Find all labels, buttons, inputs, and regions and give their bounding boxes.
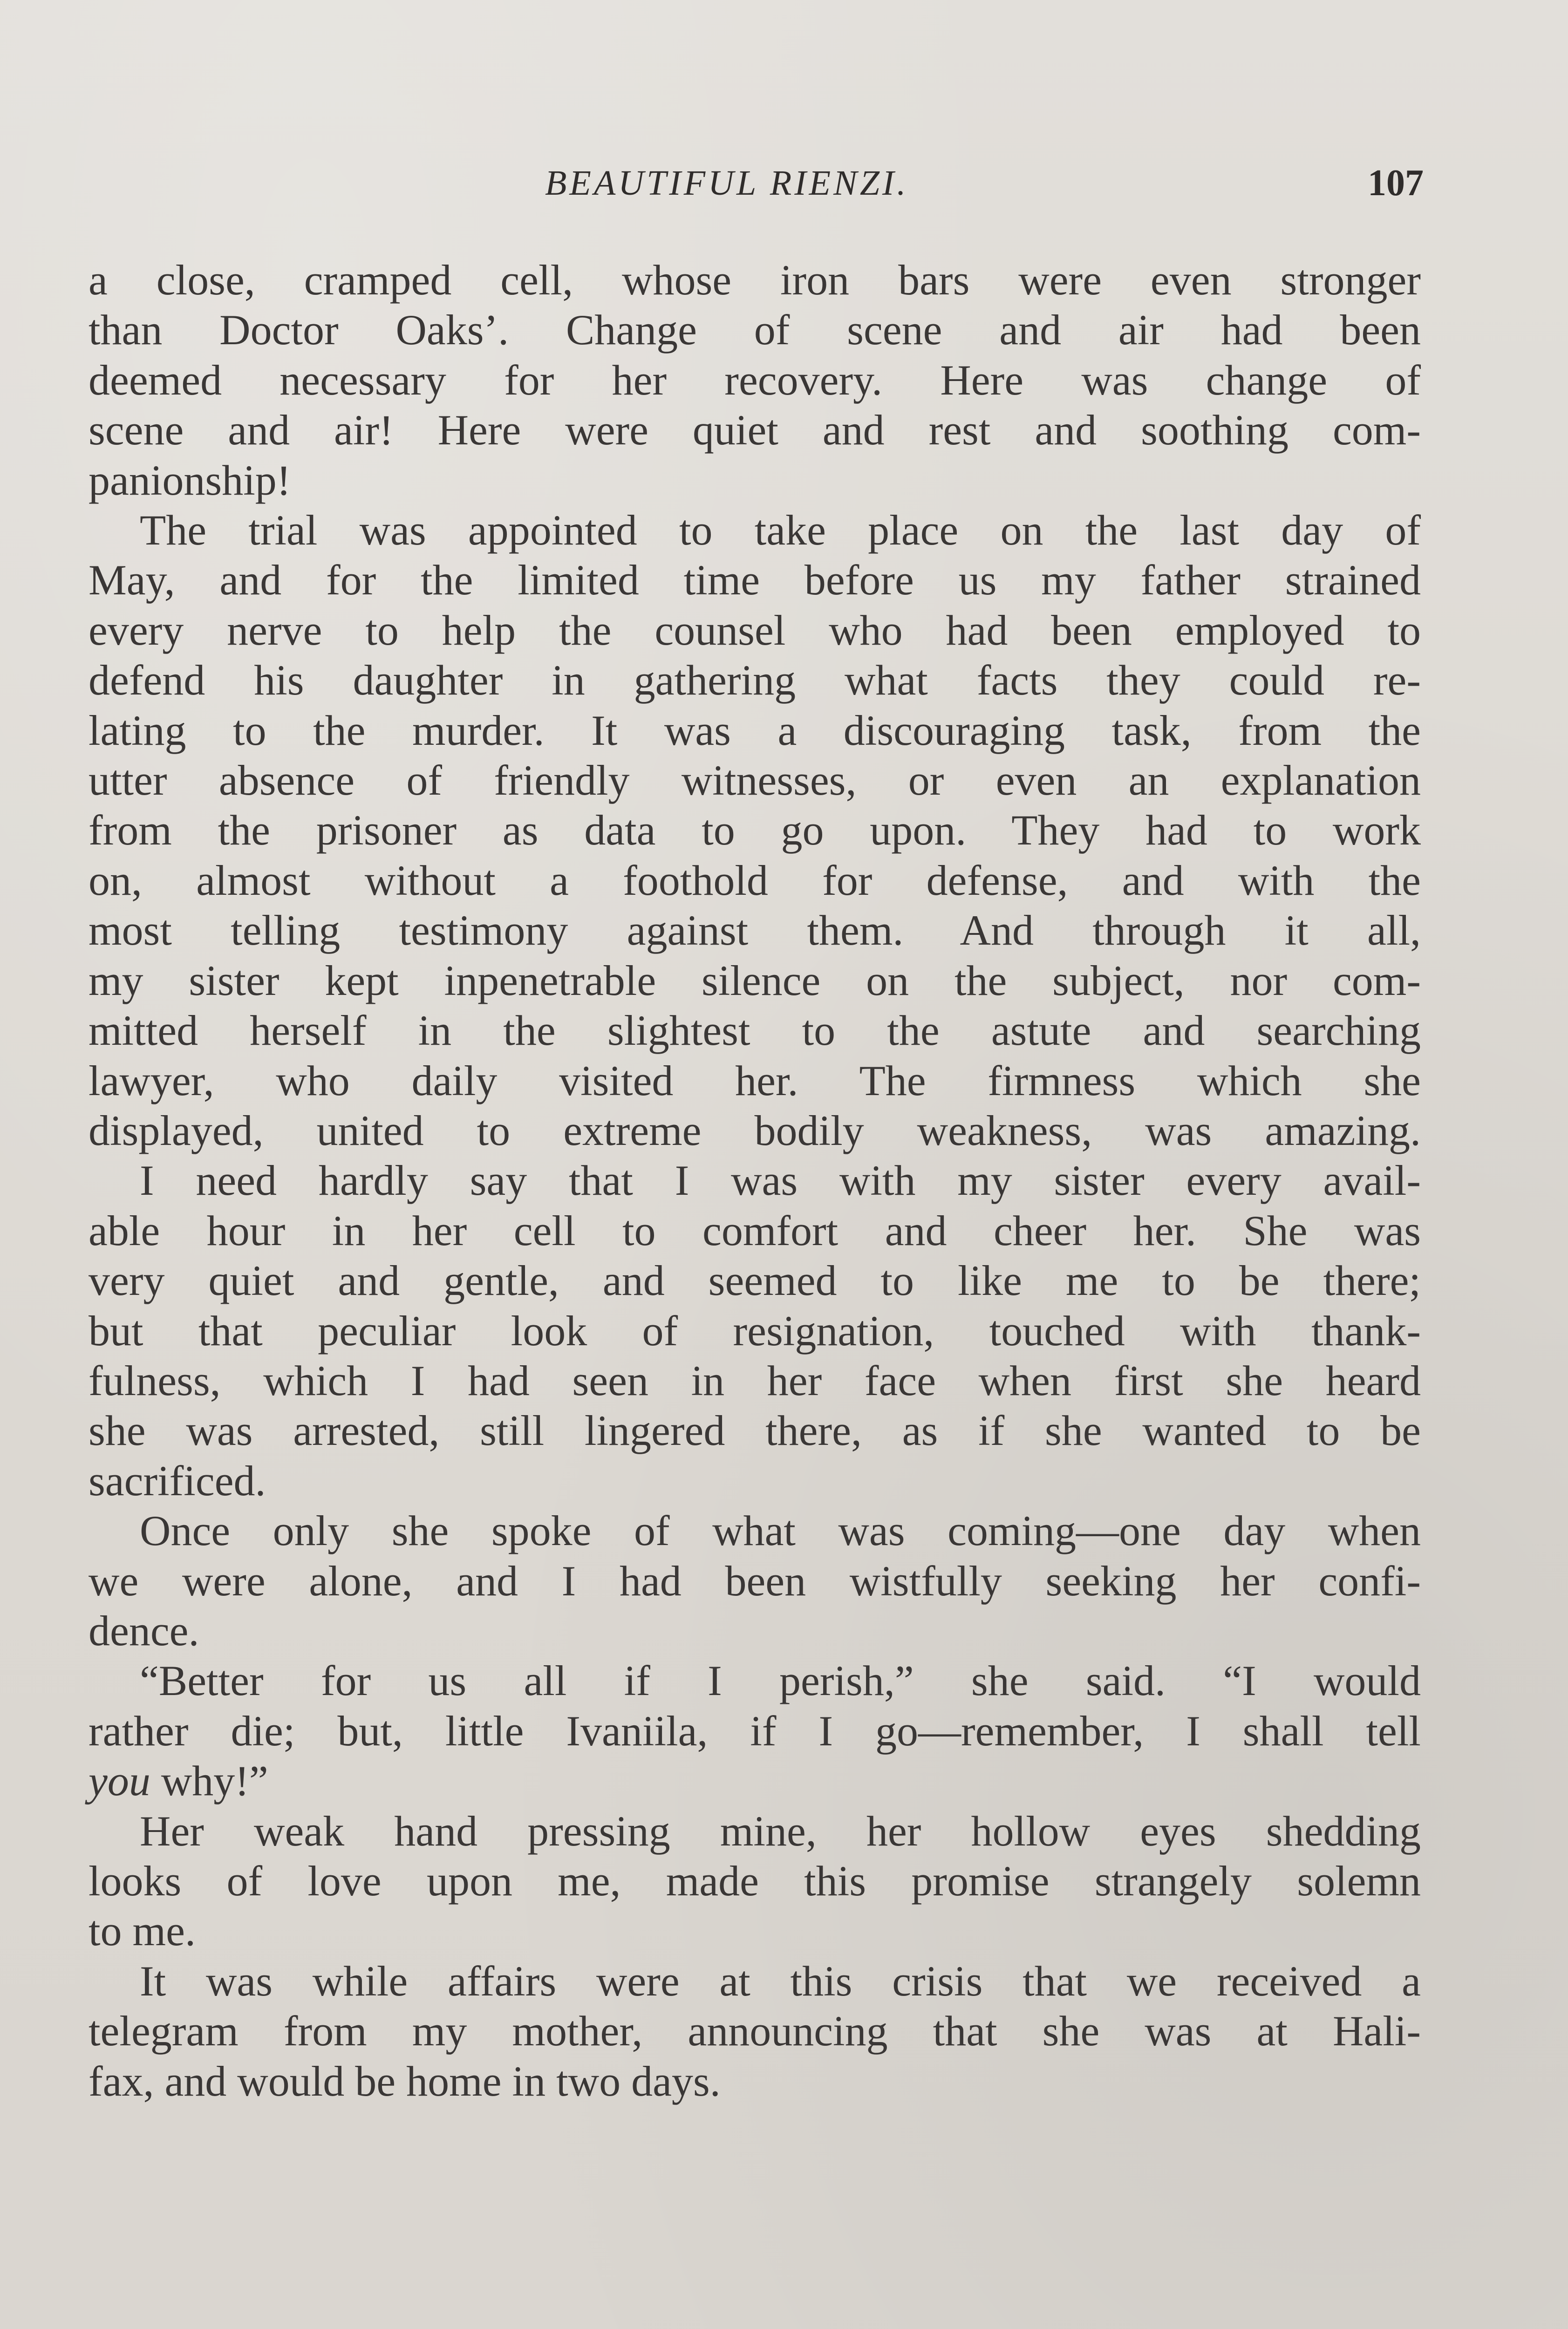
paragraph-5 [89,1656,1421,1806]
body-text [89,255,1421,2106]
text-line: my sister kept inpenetrable silence on the subject, nor com- [89,956,1421,1004]
paragraph-7 [89,1956,1421,2106]
text-line: able hour in her cell to comfort and cheer her. She was [89,1206,1421,1254]
text-line: The trial was appointed to take place on the last day of [140,506,1421,554]
running-header [93,154,1424,210]
text-line: Once only she spoke of what was coming—one day when [140,1507,1421,1555]
paragraph-6 [89,1806,1421,1956]
text-line: utter absence of friendly witnesses, or even an explanation [89,756,1421,804]
text-line: dence. [89,1607,199,1655]
paragraph-2 [89,505,1421,1156]
text-line: a close, cramped cell, whose iron bars were even stronger [89,256,1421,304]
text-line: rather die; but, little Ivaniila, if I go—remember, I shall tell [89,1707,1421,1755]
text-line: lawyer, who daily visited her. The firmness which she [89,1056,1421,1104]
paragraph-4 [89,1506,1421,1656]
text-line: May, and for the limited time before us my father strained [89,556,1421,604]
text-line: to me. [89,1907,196,1955]
text-line: very quiet and gentle, and seemed to like me to be there; [89,1257,1421,1305]
text-line: from the prisoner as data to go upon. They had to work [89,806,1421,854]
text-line: on, almost without a foothold for defense, and with the [89,856,1421,904]
text-line: sacrificed. [89,1457,266,1505]
text-line: than Doctor Oaks’. Change of scene and air had been [89,306,1421,354]
page-number: 107 [1368,163,1424,204]
text-line: “Better for us all if I perish,” she said. “I would [140,1657,1421,1705]
running-title: BEAUTIFUL RIENZI. [545,163,909,203]
text-line: telegram from my mother, announcing that she was at Hali- [89,2007,1421,2055]
text-line: most telling testimony against them. And through it all, [89,906,1421,954]
text-line: panionship! [89,456,291,504]
text-line: looks of love upon me, made this promise strangely solemn [89,1857,1421,1905]
paragraph-1 [89,255,1421,505]
text-line: fax, and would be home in two days. [89,2057,721,2105]
text-line: Her weak hand pressing mine, her hollow eyes shedding [140,1807,1421,1855]
text-line: lating to the murder. It was a discouraging task, from the [89,706,1421,754]
text-line: deemed necessary for her recovery. Here was change of [89,356,1421,404]
text-line: she was arrested, still lingered there, as if she wanted to be [89,1407,1421,1455]
text-line: I need hardly say that I was with my sister every avail- [140,1157,1421,1205]
text-line: but that peculiar look of resignation, touched with thank- [89,1307,1421,1355]
text-line: It was while affairs were at this crisis that we received a [140,1957,1421,2005]
text-fragment: why!” [150,1757,268,1805]
text-line: every nerve to help the counsel who had been employed to [89,606,1421,654]
text-line: displayed, united to extreme bodily weakness, was amazing. [89,1106,1421,1154]
paragraph-3 [89,1156,1421,1506]
text-line: defend his daughter in gathering what facts they could re- [89,656,1421,704]
text-line: scene and air! Here were quiet and rest and soothing com- [89,406,1421,454]
text-line [89,1756,1421,1806]
italic-word: you [89,1757,150,1805]
text-line: mitted herself in the slightest to the astute and searching [89,1007,1421,1055]
text-line: we were alone, and I had been wistfully seeking her confi- [89,1557,1421,1605]
text-line: fulness, which I had seen in her face when first she heard [89,1356,1421,1404]
